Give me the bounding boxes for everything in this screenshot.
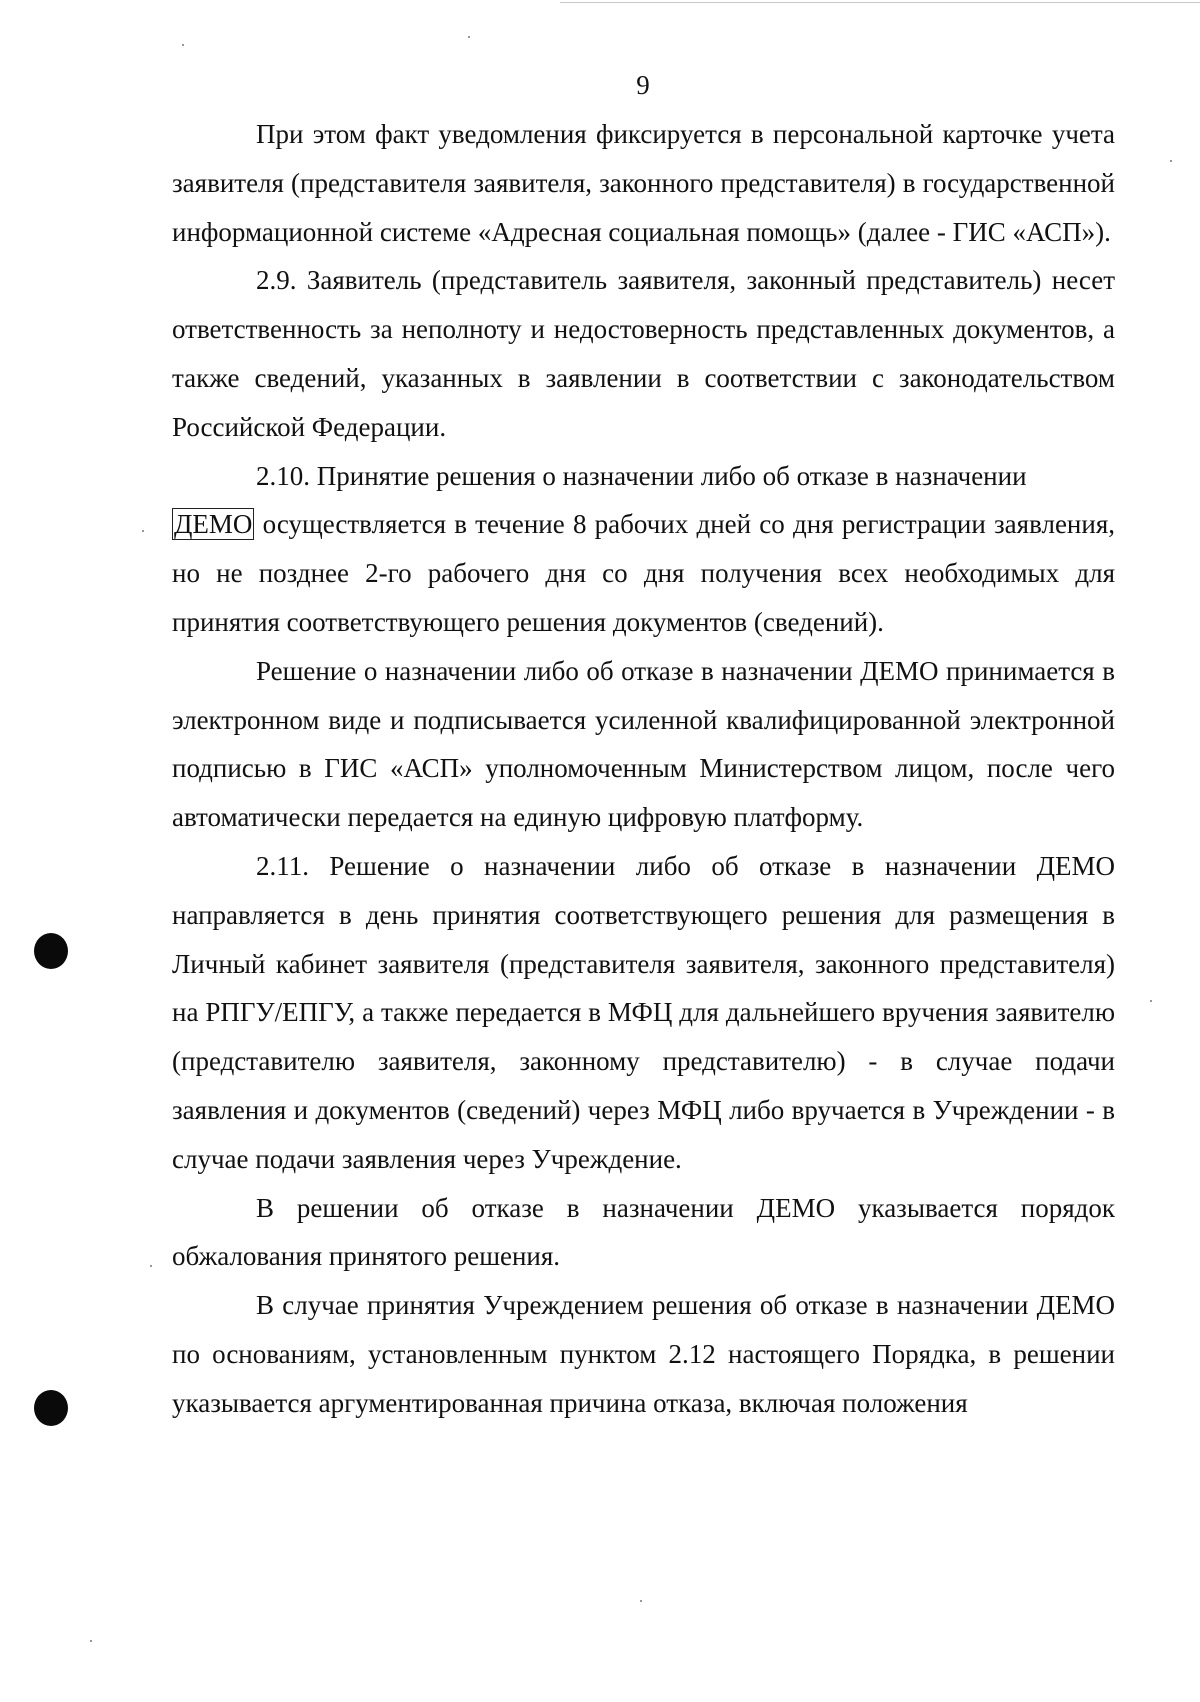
paragraph-refusal-appeal: В решении об отказе в назначении ДЕМО указывается порядок обжалования принятого решения. <box>172 1192 1115 1272</box>
punch-hole-top <box>34 933 68 969</box>
paragraph-2-9: 2.9. Заявитель (представитель заявителя, законный представитель) несет ответственность за неполноту и недостоверность представленных документов, а также сведений, указанных в заявлении в соответствии с законодательством Российской Федерации. <box>172 265 1115 442</box>
page-number: 9 <box>636 70 650 100</box>
scan-speck <box>640 1600 642 1602</box>
scan-speck <box>468 36 470 38</box>
scan-speck <box>182 44 184 46</box>
paragraph-decision-electronic: Решение о назначении либо об отказе в назначении ДЕМО принимается в электронном виде и подписывается усиленной квалифицированной электронной подписью в ГИС «АСП» уполномоченным Министерством лицом, после чего автоматически передается на единую цифровую платформу. <box>172 655 1115 833</box>
scan-speck <box>1170 160 1172 162</box>
scan-edge-line <box>560 2 1200 3</box>
paragraph-notification-fact: При этом факт уведомления фиксируется в персональной карточке учета заявителя (представителя заявителя, законного представителя) в государственной информационной системе «Адресная социальная помощь» (далее - ГИС «АСП»). <box>172 119 1115 247</box>
paragraph-refusal-reason: В случае принятия Учреждением решения об отказе в назначении ДЕМО по основаниям, установленным пунктом 2.12 настоящего Порядка, в решении указывается аргументированная причина отказа, включая положения <box>172 1290 1115 1418</box>
scan-speck <box>90 1640 92 1642</box>
scan-speck <box>150 1265 152 1267</box>
boxed-demo-term: ДЕМО <box>174 509 253 540</box>
paragraph-2-10-start: 2.10. Принятие решения о назначении либо об отказе в назначении <box>256 460 1027 491</box>
scan-speck <box>1150 1000 1152 1002</box>
document-body <box>172 110 1115 1428</box>
paragraph-2-10 <box>172 452 1115 647</box>
paragraph-2-10-end: осуществляется в течение 8 рабочих дней со дня регистрации заявления, но не позднее 2-го рабочего дня со дня получения всех необходимых для принятия соответствующего решения документов (сведений). <box>172 509 1116 637</box>
punch-hole-bottom <box>34 1390 68 1426</box>
scan-speck <box>142 530 144 532</box>
paragraph-2-11: 2.11. Решение о назначении либо об отказе в назначении ДЕМО направляется в день принятия соответствующего решения для размещения в Личный кабинет заявителя (представителя заявителя, законного представителя) на РПГУ/ЕПГУ, а также передается в МФЦ для дальнейшего вручения заявителю (представителю заявителя, законному представителю) - в случае подачи заявления и документов (сведений) через МФЦ либо вручается в Учреждении - в случае подачи заявления через Учреждение. <box>172 850 1115 1174</box>
